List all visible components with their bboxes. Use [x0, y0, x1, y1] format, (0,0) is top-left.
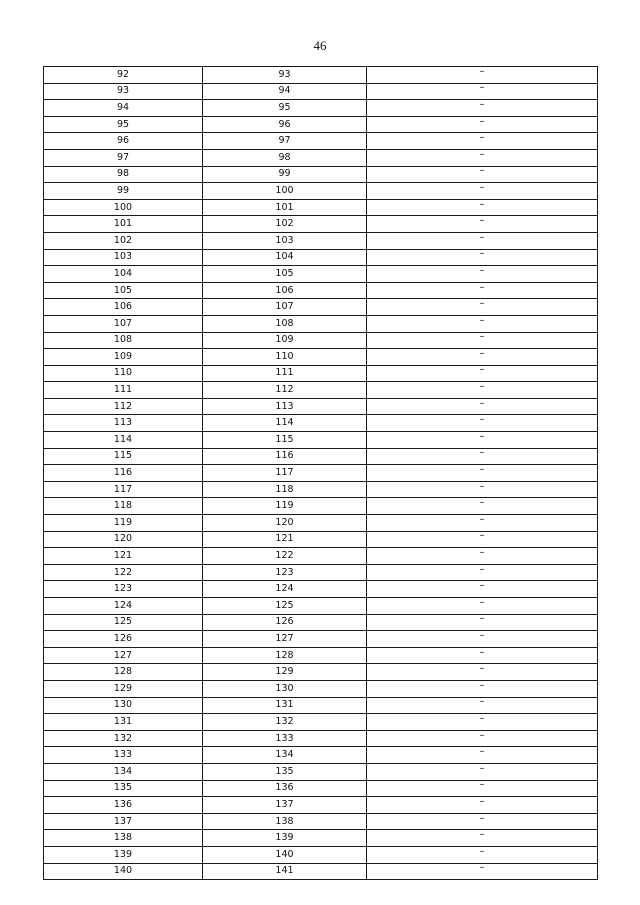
dash-mark: –	[479, 845, 485, 857]
table-row	[44, 232, 598, 249]
table-cell-to: 98	[203, 149, 367, 166]
table-cell-to: 109	[203, 332, 367, 349]
table-cell-dash	[367, 548, 598, 565]
table-cell-dash	[367, 415, 598, 432]
table-cell-from: 136	[44, 797, 203, 814]
table-row	[44, 398, 598, 415]
table-cell-dash	[367, 315, 598, 332]
table-cell-dash	[367, 448, 598, 465]
table-row	[44, 498, 598, 515]
table-cell-dash	[367, 67, 598, 84]
table-cell-from: 117	[44, 481, 203, 498]
table-cell-to: 140	[203, 846, 367, 863]
dash-mark: –	[479, 281, 485, 293]
table-row	[44, 481, 598, 498]
table-row	[44, 680, 598, 697]
dash-mark: –	[479, 746, 485, 758]
dash-mark: –	[479, 397, 485, 409]
table-cell-from: 94	[44, 100, 203, 117]
table-cell-from: 101	[44, 216, 203, 233]
table-cell-to: 99	[203, 166, 367, 183]
dash-mark: –	[479, 98, 485, 110]
table-cell-dash	[367, 216, 598, 233]
table-row	[44, 763, 598, 780]
dash-mark: –	[479, 712, 485, 724]
table-cell-dash	[367, 730, 598, 747]
table-cell-dash	[367, 481, 598, 498]
dash-mark: –	[479, 829, 485, 841]
table-cell-from: 114	[44, 432, 203, 449]
table-cell-dash	[367, 780, 598, 797]
dash-mark: –	[479, 812, 485, 824]
table-row	[44, 249, 598, 266]
table-row	[44, 631, 598, 648]
table-cell-dash	[367, 797, 598, 814]
table-row	[44, 564, 598, 581]
table-cell-dash	[367, 282, 598, 299]
table-cell-dash	[367, 515, 598, 532]
table-cell-dash	[367, 498, 598, 515]
table-cell-to: 108	[203, 315, 367, 332]
table-cell-from: 98	[44, 166, 203, 183]
table-row	[44, 365, 598, 382]
table-cell-dash	[367, 249, 598, 266]
dash-mark: –	[479, 181, 485, 193]
table-cell-dash	[367, 133, 598, 150]
table-cell-from: 132	[44, 730, 203, 747]
table-row	[44, 780, 598, 797]
table-cell-dash	[367, 564, 598, 581]
table-cell-dash	[367, 332, 598, 349]
table-row	[44, 315, 598, 332]
table-cell-dash	[367, 664, 598, 681]
table-row	[44, 67, 598, 84]
table-cell-to: 106	[203, 282, 367, 299]
table-cell-from: 133	[44, 747, 203, 764]
table-cell-from: 129	[44, 680, 203, 697]
table-cell-dash	[367, 100, 598, 117]
table-cell-to: 97	[203, 133, 367, 150]
dash-mark: –	[479, 115, 485, 127]
table-cell-dash	[367, 863, 598, 880]
table-cell-dash	[367, 763, 598, 780]
table-cell-to: 100	[203, 183, 367, 200]
dash-mark: –	[479, 430, 485, 442]
table-cell-from: 121	[44, 548, 203, 565]
table-body	[44, 67, 598, 880]
table-cell-from: 109	[44, 349, 203, 366]
table-row	[44, 382, 598, 399]
table-row	[44, 183, 598, 200]
table-cell-dash	[367, 631, 598, 648]
table-row	[44, 548, 598, 565]
table-row	[44, 664, 598, 681]
table-cell-to: 113	[203, 398, 367, 415]
table-cell-to: 117	[203, 465, 367, 482]
dash-mark: –	[479, 464, 485, 476]
table-cell-from: 124	[44, 598, 203, 615]
table-cell-to: 102	[203, 216, 367, 233]
table-row	[44, 100, 598, 117]
table-cell-dash	[367, 813, 598, 830]
table-row	[44, 349, 598, 366]
table-row	[44, 199, 598, 216]
dash-mark: –	[479, 547, 485, 559]
dash-mark: –	[479, 331, 485, 343]
dash-mark: –	[479, 264, 485, 276]
table-cell-dash	[367, 647, 598, 664]
table-cell-from: 123	[44, 581, 203, 598]
dash-mark: –	[479, 646, 485, 658]
table-cell-from: 122	[44, 564, 203, 581]
table-cell-from: 137	[44, 813, 203, 830]
table-row	[44, 714, 598, 731]
table-cell-dash	[367, 166, 598, 183]
table-row	[44, 647, 598, 664]
table-cell-to: 136	[203, 780, 367, 797]
table-cell-to: 131	[203, 697, 367, 714]
table-cell-from: 134	[44, 763, 203, 780]
table-cell-dash	[367, 598, 598, 615]
table-row	[44, 846, 598, 863]
table-cell-dash	[367, 382, 598, 399]
table-cell-to: 133	[203, 730, 367, 747]
dash-mark: –	[479, 596, 485, 608]
table-row	[44, 133, 598, 150]
table-cell-from: 95	[44, 116, 203, 133]
table-cell-from: 96	[44, 133, 203, 150]
table-row	[44, 531, 598, 548]
table-cell-to: 116	[203, 448, 367, 465]
dash-mark: –	[479, 447, 485, 459]
table-row	[44, 797, 598, 814]
table-cell-dash	[367, 299, 598, 316]
table-cell-from: 102	[44, 232, 203, 249]
table-row	[44, 515, 598, 532]
dash-mark: –	[479, 231, 485, 243]
table-cell-to: 107	[203, 299, 367, 316]
table-cell-to: 134	[203, 747, 367, 764]
dash-mark: –	[479, 347, 485, 359]
dash-mark: –	[479, 862, 485, 874]
table-cell-to: 111	[203, 365, 367, 382]
table-row	[44, 282, 598, 299]
table-cell-from: 140	[44, 863, 203, 880]
dash-mark: –	[479, 215, 485, 227]
dash-mark: –	[479, 65, 485, 77]
table-cell-from: 99	[44, 183, 203, 200]
table-cell-to: 104	[203, 249, 367, 266]
table-row	[44, 415, 598, 432]
table-cell-to: 127	[203, 631, 367, 648]
table-cell-to: 101	[203, 199, 367, 216]
table-cell-to: 114	[203, 415, 367, 432]
table-cell-to: 126	[203, 614, 367, 631]
table-row	[44, 830, 598, 847]
table-cell-from: 119	[44, 515, 203, 532]
dash-mark: –	[479, 513, 485, 525]
table-cell-dash	[367, 680, 598, 697]
table-row	[44, 863, 598, 880]
table-cell-from: 131	[44, 714, 203, 731]
table-row	[44, 149, 598, 166]
table-row	[44, 116, 598, 133]
table-cell-dash	[367, 714, 598, 731]
table-cell-dash	[367, 614, 598, 631]
table-cell-from: 120	[44, 531, 203, 548]
table-row	[44, 598, 598, 615]
table-cell-dash	[367, 199, 598, 216]
table-cell-from: 108	[44, 332, 203, 349]
dash-mark: –	[479, 580, 485, 592]
table-cell-dash	[367, 846, 598, 863]
dash-mark: –	[479, 729, 485, 741]
data-table	[43, 66, 598, 880]
table-cell-to: 135	[203, 763, 367, 780]
table-cell-to: 137	[203, 797, 367, 814]
table-cell-from: 113	[44, 415, 203, 432]
table-cell-to: 121	[203, 531, 367, 548]
table-cell-to: 141	[203, 863, 367, 880]
table-cell-to: 128	[203, 647, 367, 664]
table-cell-from: 105	[44, 282, 203, 299]
table-row	[44, 581, 598, 598]
table-cell-from: 138	[44, 830, 203, 847]
table-cell-from: 100	[44, 199, 203, 216]
table-cell-to: 122	[203, 548, 367, 565]
table-cell-from: 93	[44, 83, 203, 100]
table-cell-to: 112	[203, 382, 367, 399]
table-cell-dash	[367, 697, 598, 714]
dash-mark: –	[479, 530, 485, 542]
table-cell-from: 128	[44, 664, 203, 681]
table-cell-to: 118	[203, 481, 367, 498]
table-cell-from: 118	[44, 498, 203, 515]
dash-mark: –	[479, 779, 485, 791]
table-cell-from: 127	[44, 647, 203, 664]
table-row	[44, 747, 598, 764]
table-cell-from: 130	[44, 697, 203, 714]
table-row	[44, 697, 598, 714]
table-row	[44, 83, 598, 100]
dash-mark: –	[479, 381, 485, 393]
table-cell-from: 135	[44, 780, 203, 797]
dash-mark: –	[479, 298, 485, 310]
table-cell-to: 129	[203, 664, 367, 681]
table-cell-from: 139	[44, 846, 203, 863]
dash-mark: –	[479, 795, 485, 807]
table-cell-dash	[367, 149, 598, 166]
table-cell-dash	[367, 116, 598, 133]
dash-mark: –	[479, 762, 485, 774]
dash-mark: –	[479, 165, 485, 177]
table-cell-from: 106	[44, 299, 203, 316]
table-row	[44, 332, 598, 349]
table-cell-to: 93	[203, 67, 367, 84]
table-cell-dash	[367, 432, 598, 449]
dash-mark: –	[479, 314, 485, 326]
table-cell-from: 115	[44, 448, 203, 465]
table-row	[44, 465, 598, 482]
table-cell-dash	[367, 183, 598, 200]
table-cell-to: 110	[203, 349, 367, 366]
table-cell-dash	[367, 349, 598, 366]
table-cell-from: 107	[44, 315, 203, 332]
table-cell-dash	[367, 365, 598, 382]
table-cell-dash	[367, 747, 598, 764]
dash-mark: –	[479, 679, 485, 691]
table-cell-to: 94	[203, 83, 367, 100]
table-cell-from: 92	[44, 67, 203, 84]
table-row	[44, 266, 598, 283]
table-cell-to: 130	[203, 680, 367, 697]
dash-mark: –	[479, 82, 485, 94]
table-cell-dash	[367, 581, 598, 598]
table-row	[44, 299, 598, 316]
table-cell-to: 120	[203, 515, 367, 532]
dash-mark: –	[479, 629, 485, 641]
dash-mark: –	[479, 132, 485, 144]
table-cell-from: 103	[44, 249, 203, 266]
dash-mark: –	[479, 563, 485, 575]
table-cell-from: 111	[44, 382, 203, 399]
table-cell-dash	[367, 398, 598, 415]
table-cell-from: 110	[44, 365, 203, 382]
dash-mark: –	[479, 497, 485, 509]
table-cell-dash	[367, 232, 598, 249]
table-cell-from: 112	[44, 398, 203, 415]
table-cell-to: 105	[203, 266, 367, 283]
dash-mark: –	[479, 364, 485, 376]
table-cell-to: 139	[203, 830, 367, 847]
table-row	[44, 432, 598, 449]
dash-mark: –	[479, 613, 485, 625]
dash-mark: –	[479, 248, 485, 260]
page-number: 46	[313, 38, 327, 53]
table-cell-to: 138	[203, 813, 367, 830]
table-cell-to: 125	[203, 598, 367, 615]
table-row	[44, 730, 598, 747]
dash-mark: –	[479, 480, 485, 492]
dash-mark: –	[479, 663, 485, 675]
table-cell-to: 95	[203, 100, 367, 117]
dash-mark: –	[479, 696, 485, 708]
table-cell-from: 125	[44, 614, 203, 631]
table-cell-dash	[367, 531, 598, 548]
table-row	[44, 216, 598, 233]
table-cell-dash	[367, 830, 598, 847]
table-cell-dash	[367, 465, 598, 482]
table-cell-dash	[367, 266, 598, 283]
dash-mark: –	[479, 414, 485, 426]
table-cell-from: 97	[44, 149, 203, 166]
table-cell-to: 119	[203, 498, 367, 515]
table-cell-from: 116	[44, 465, 203, 482]
table-cell-from: 126	[44, 631, 203, 648]
dash-mark: –	[479, 198, 485, 210]
table-row	[44, 166, 598, 183]
table-row	[44, 448, 598, 465]
table-cell-to: 96	[203, 116, 367, 133]
table-cell-to: 123	[203, 564, 367, 581]
table-cell-dash	[367, 83, 598, 100]
table-cell-to: 132	[203, 714, 367, 731]
table-row	[44, 813, 598, 830]
table-cell-to: 124	[203, 581, 367, 598]
table-cell-to: 115	[203, 432, 367, 449]
dash-mark: –	[479, 148, 485, 160]
table-cell-from: 104	[44, 266, 203, 283]
table-cell-to: 103	[203, 232, 367, 249]
table-row	[44, 614, 598, 631]
